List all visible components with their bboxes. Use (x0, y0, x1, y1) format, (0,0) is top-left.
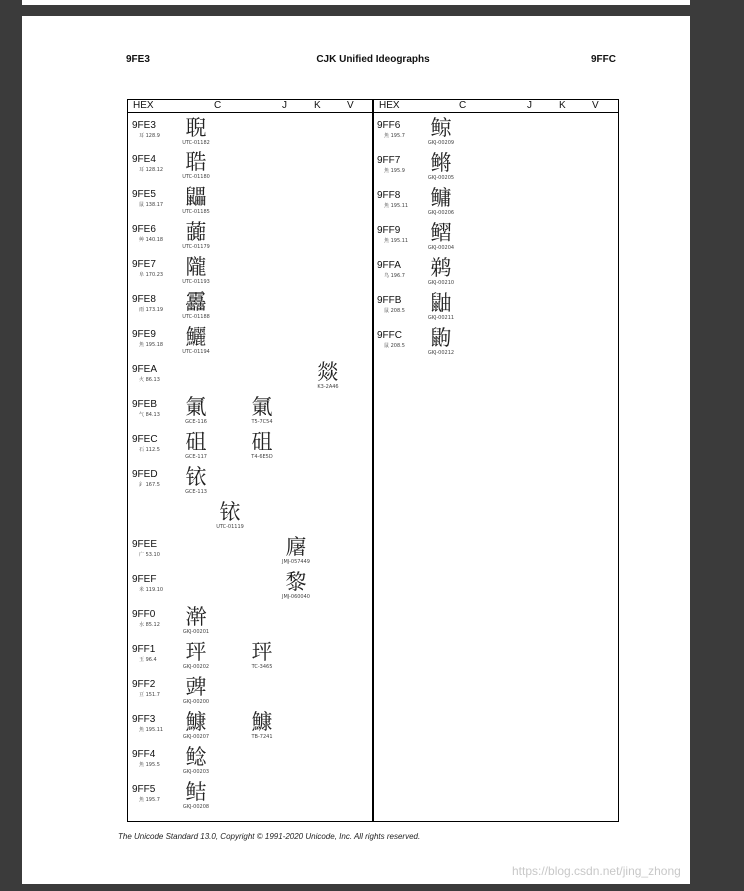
copyright-footer: The Unicode Standard 13.0, Copyright © 1991-2020 Unicode, Inc. All rights reserved. (118, 832, 421, 841)
code-point-hex: 9FF1 (132, 644, 156, 655)
ideograph-glyph: 鲒 (185, 780, 207, 804)
glyph-cell (242, 640, 282, 670)
previous-page-edge (22, 0, 690, 5)
source-reference: UTC-01179 (182, 244, 210, 250)
col-header-j: J (282, 100, 287, 111)
code-point-hex: 9FE6 (132, 224, 156, 235)
glyph-cell (421, 291, 461, 321)
col-header-j: J (527, 100, 532, 111)
code-point-hex: 9FF7 (377, 155, 401, 166)
radical-stroke-index: 广 53.10 (139, 552, 160, 558)
glyph-cell (176, 780, 216, 810)
ideograph-glyph: 氭 (251, 395, 273, 419)
radical-stroke-index: 鼠 138.17 (139, 202, 164, 208)
radical-stroke-index: 鼠 208.5 (384, 308, 405, 314)
glyph-cell (242, 395, 282, 425)
glyph-cell (176, 465, 216, 495)
glyph-cell (176, 116, 216, 146)
source-reference: JMJ-060040 (282, 594, 310, 600)
radical-stroke-index: 耳 128.12 (139, 167, 164, 173)
source-reference: UTC-01180 (182, 174, 210, 180)
code-point-hex: 9FED (132, 469, 158, 480)
col-header-c: C (459, 100, 467, 111)
source-reference: GKJ-00202 (182, 664, 210, 670)
ideograph-glyph: 聕 (185, 150, 207, 174)
source-reference: T4-6E5D (251, 454, 273, 460)
col-header-v: V (592, 100, 599, 111)
column-divider (372, 99, 374, 822)
source-reference: GKJ-00205 (427, 175, 455, 181)
code-point-hex: 9FFB (377, 295, 402, 306)
ideograph-glyph: 砠 (251, 430, 273, 454)
radical-stroke-index: 艸 140.18 (139, 237, 164, 243)
radical-stroke-index: 耳 128.9 (139, 133, 160, 139)
glyph-cell (176, 325, 216, 355)
code-point-hex: 9FE4 (132, 154, 156, 165)
source-reference: JMJ-057449 (282, 559, 310, 565)
radical-stroke-index: 豆 151.7 (139, 692, 160, 698)
glyph-cell (176, 430, 216, 460)
source-reference: UTC-01185 (182, 209, 210, 215)
ideograph-glyph: 黎 (285, 570, 307, 594)
radical-stroke-index: 阜 170.23 (139, 272, 164, 278)
ideograph-glyph: 鲶 (185, 745, 207, 769)
ideograph-glyph: 鱇 (185, 710, 207, 734)
ideograph-glyph: 隴 (185, 255, 207, 279)
source-reference: T5-7C54 (251, 419, 273, 425)
source-reference: UTC-01193 (182, 279, 210, 285)
radical-stroke-index: 釒 167.5 (139, 482, 160, 488)
ideograph-glyph: 鱺 (185, 325, 207, 349)
ideograph-glyph: 铱 (219, 500, 241, 524)
source-reference: UTC-01194 (182, 349, 210, 355)
radical-stroke-index: 鼠 208.5 (384, 343, 405, 349)
source-reference: GKJ-00203 (182, 769, 210, 775)
radical-stroke-index: 雨 173.19 (139, 307, 164, 313)
glyph-cell (176, 150, 216, 180)
source-reference: UTC-01188 (182, 314, 210, 320)
code-point-hex: 9FEC (132, 434, 158, 445)
glyph-cell (421, 116, 461, 146)
ideograph-glyph: 靐 (185, 290, 207, 314)
ideograph-glyph: 氭 (185, 395, 207, 419)
source-reference: GKJ-00201 (182, 629, 210, 635)
code-point-hex: 9FF2 (132, 679, 156, 690)
code-point-hex: 9FF0 (132, 609, 156, 620)
source-reference: GKJ-00207 (182, 734, 210, 740)
code-point-hex: 9FE5 (132, 189, 156, 200)
glyph-cell (242, 710, 282, 740)
glyph-cell (176, 605, 216, 635)
glyph-cell (176, 290, 216, 320)
glyph-cell (242, 430, 282, 460)
source-reference: GKJ-00204 (427, 245, 455, 251)
code-point-hex: 9FE3 (132, 120, 156, 131)
glyph-cell (176, 745, 216, 775)
glyph-cell (176, 675, 216, 705)
glyph-cell (276, 535, 316, 565)
source-reference: GCE-113 (185, 489, 207, 495)
radical-stroke-index: 魚 195.11 (139, 727, 164, 733)
glyph-cell (421, 151, 461, 181)
radical-stroke-index: 水 85.12 (139, 622, 160, 628)
source-reference: K3-2A46 (317, 384, 339, 390)
ideograph-glyph: 鼩 (430, 326, 452, 350)
code-point-hex: 9FFC (377, 330, 402, 341)
radical-stroke-index: 玉 96.4 (139, 657, 157, 663)
code-point-hex: 9FF8 (377, 190, 401, 201)
glyph-cell (176, 710, 216, 740)
glyph-cell (308, 360, 348, 390)
ideograph-glyph: 玶 (185, 640, 207, 664)
ideograph-glyph: 鳛 (430, 221, 452, 245)
header-title: CJK Unified Ideographs (316, 54, 430, 65)
document-page (22, 16, 690, 884)
watermark: https://blog.csdn.net/jing_zhong (512, 864, 681, 878)
source-reference: GKJ-00208 (182, 804, 210, 810)
source-reference: GKJ-00200 (182, 699, 210, 705)
ideograph-glyph: 鳙 (430, 186, 452, 210)
code-point-hex: 9FE9 (132, 329, 156, 340)
code-point-hex: 9FF5 (132, 784, 156, 795)
ideograph-glyph: 鳉 (430, 151, 452, 175)
ideograph-glyph: 豍 (185, 675, 207, 699)
ideograph-glyph: 鼺 (185, 185, 207, 209)
glyph-cell (421, 186, 461, 216)
source-reference: GCE-117 (185, 454, 207, 460)
radical-stroke-index: 气 84.13 (139, 412, 160, 418)
source-reference: GKJ-00206 (427, 210, 455, 216)
ideograph-glyph: 鼬 (430, 291, 452, 315)
ideograph-glyph: 玶 (251, 640, 273, 664)
code-point-hex: 9FEE (132, 539, 158, 550)
source-reference: GCE-116 (185, 419, 207, 425)
ideograph-glyph: 虈 (185, 220, 207, 244)
code-point-hex: 9FF9 (377, 225, 401, 236)
code-point-hex: 9FFA (377, 260, 401, 271)
glyph-cell (176, 220, 216, 250)
ideograph-glyph: 廜 (285, 535, 307, 559)
radical-stroke-index: 魚 195.11 (384, 203, 409, 209)
source-reference: GKJ-00211 (427, 315, 455, 321)
header-range-start: 9FE3 (126, 54, 150, 65)
source-reference: TC-3465 (251, 664, 273, 670)
glyph-cell (276, 570, 316, 600)
col-header-c: C (214, 100, 222, 111)
ideograph-glyph: 鹈 (430, 256, 452, 280)
source-reference: GKJ-00212 (427, 350, 455, 356)
radical-stroke-index: 石 112.5 (139, 447, 160, 453)
radical-stroke-index: 火 86.13 (139, 377, 160, 383)
radical-stroke-index: 魚 195.7 (384, 133, 405, 139)
ideograph-glyph: 砠 (185, 430, 207, 454)
ideograph-glyph: 鱇 (251, 710, 273, 734)
source-reference: UTC-01182 (182, 140, 210, 146)
radical-stroke-index: 魚 195.9 (384, 168, 405, 174)
col-header-v: V (347, 100, 354, 111)
glyph-cell (176, 640, 216, 670)
radical-stroke-index: 米 119.10 (139, 587, 164, 593)
source-reference: GKJ-00209 (427, 140, 455, 146)
glyph-cell (176, 395, 216, 425)
code-point-hex: 9FF3 (132, 714, 156, 725)
col-header-k: K (314, 100, 321, 111)
radical-stroke-index: 魚 195.7 (139, 797, 160, 803)
ideograph-glyph: 鲸 (430, 116, 452, 140)
glyph-cell (421, 326, 461, 356)
glyph-cell (421, 221, 461, 251)
glyph-cell (421, 256, 461, 286)
code-point-hex: 9FE7 (132, 259, 156, 270)
code-point-hex: 9FEF (132, 574, 157, 585)
radical-stroke-index: 魚 195.5 (139, 762, 160, 768)
ideograph-glyph: 燚 (317, 360, 339, 384)
glyph-cell (210, 500, 250, 530)
col-header-hex: HEX (133, 100, 154, 111)
ideograph-glyph: 铱 (185, 465, 207, 489)
glyph-cell (176, 255, 216, 285)
source-reference: TB-7241 (251, 734, 273, 740)
code-point-hex: 9FF6 (377, 120, 401, 131)
code-point-hex: 9FEB (132, 399, 158, 410)
ideograph-glyph: 聣 (185, 116, 207, 140)
col-header-hex: HEX (379, 100, 400, 111)
source-reference: UTC-01119 (216, 524, 244, 530)
radical-stroke-index: 鸟 196.7 (384, 273, 405, 279)
code-point-hex: 9FF4 (132, 749, 156, 760)
ideograph-glyph: 澣 (185, 605, 207, 629)
col-header-k: K (559, 100, 566, 111)
source-reference: GKJ-00210 (427, 280, 455, 286)
radical-stroke-index: 魚 195.18 (139, 342, 164, 348)
glyph-cell (176, 185, 216, 215)
code-point-hex: 9FEA (132, 364, 158, 375)
radical-stroke-index: 魚 195.11 (384, 238, 409, 244)
code-point-hex: 9FE8 (132, 294, 156, 305)
header-range-end: 9FFC (591, 54, 616, 65)
